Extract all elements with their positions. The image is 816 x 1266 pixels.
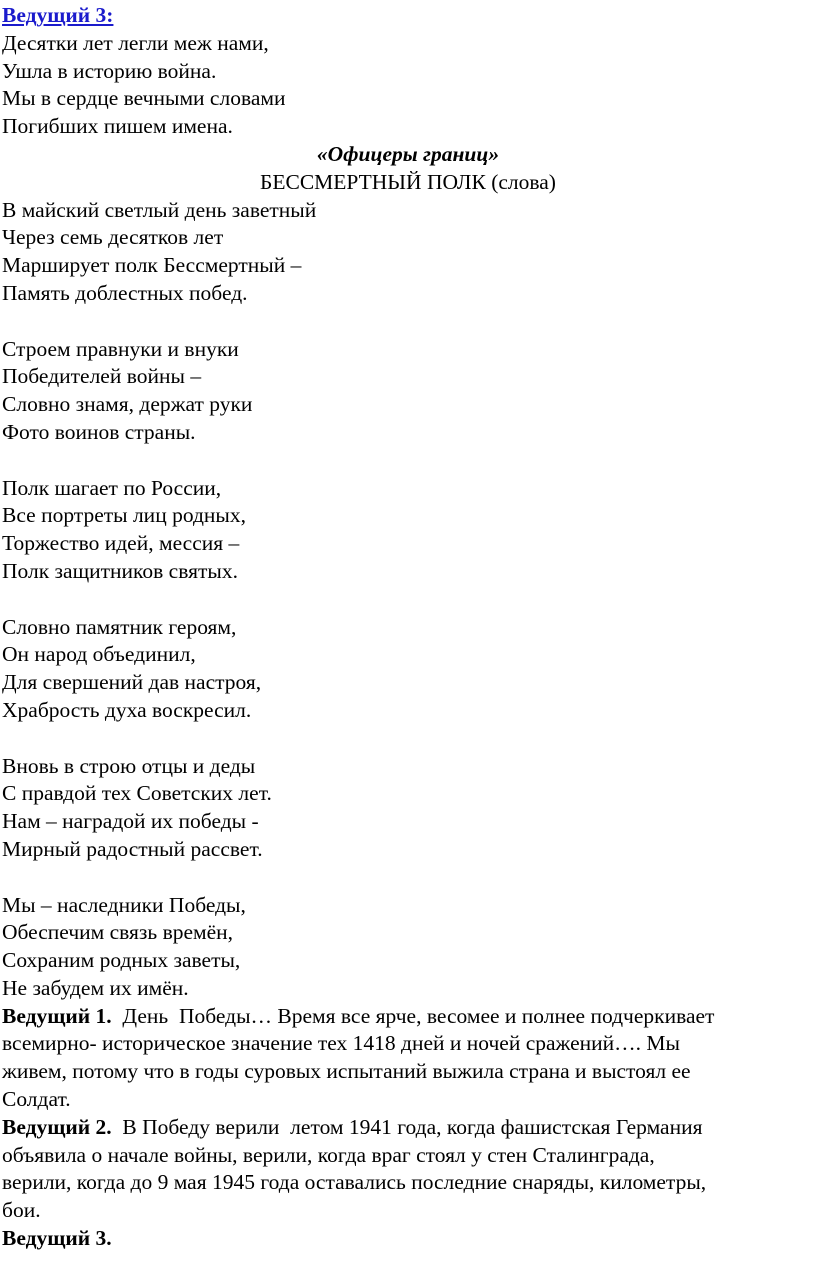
stanza-line: Вновь в строю отцы и деды xyxy=(2,753,256,778)
host-1-paragraph xyxy=(2,1003,814,1114)
stanza-gap xyxy=(2,308,814,336)
paragraph-line: верили, когда до 9 мая 1945 года оставались последние снаряды, километры, xyxy=(2,1170,707,1195)
speaker-label: Ведущий 2. xyxy=(2,1114,112,1139)
stanza-line: Строем правнуки и внуки xyxy=(2,336,239,361)
stanza-line: Он народ объединил, xyxy=(2,642,196,667)
stanza-gap xyxy=(2,447,814,475)
stanza-line: Фото воинов страны. xyxy=(2,419,196,444)
stanza xyxy=(2,475,814,586)
paragraph-text: В Победу верили летом 1941 года, когда фашистская Германия xyxy=(111,1114,703,1139)
paragraph-line: бои. xyxy=(2,1198,41,1223)
stanza-line: Для свершений дав настроя, xyxy=(2,670,262,695)
stanza-line: Победителей войны – xyxy=(2,364,202,389)
speaker-link-host-3[interactable]: Ведущий 3: xyxy=(2,3,114,27)
stanza-gap xyxy=(2,864,814,892)
stanza-line: Не забудем их имён. xyxy=(2,975,189,1000)
stanza xyxy=(2,753,814,864)
stanza-line: Полк шагает по России, xyxy=(2,475,222,500)
stanza-line: Память доблестных побед. xyxy=(2,280,248,305)
speaker-label-host-3-closing: Ведущий 3. xyxy=(2,1226,112,1251)
paragraph-line: живем, потому что в годы суровых испытаний выжила страна и выстоял ее xyxy=(2,1059,691,1084)
paragraph-line: объявила о начале войны, верили, когда враг стоял у стен Сталинграда, xyxy=(2,1142,655,1167)
poem-line: Ушла в историю война. xyxy=(2,58,217,83)
speaker-label: Ведущий 1. xyxy=(2,1003,112,1028)
stanza-line: Полк защитников святых. xyxy=(2,558,238,583)
paragraph-line: Солдат. xyxy=(2,1087,71,1112)
poem-line: Погибших пишем имена. xyxy=(2,114,233,139)
stanza xyxy=(2,892,814,1003)
stanza-line: Обеспечим связь времён, xyxy=(2,920,234,945)
stanza xyxy=(2,336,814,447)
stanza xyxy=(2,197,814,308)
stanza-line: Торжество идей, мессия – xyxy=(2,531,240,556)
host-2-paragraph xyxy=(2,1114,814,1225)
stanza-line: Словно памятник героям, xyxy=(2,614,237,639)
poem-line: Десятки лет легли меж нами, xyxy=(2,30,269,55)
song-performer: «Офицеры границ» xyxy=(316,141,500,166)
stanza-line: Мирный радостный рассвет. xyxy=(2,836,263,861)
stanza xyxy=(2,614,814,725)
paragraph-text: День Победы… Время все ярче, весомее и полнее подчеркивает xyxy=(111,1003,715,1028)
stanza-line: Марширует полк Бессмертный – xyxy=(2,253,302,278)
stanza-line: Сохраним родных заветы, xyxy=(2,948,241,973)
stanza-line: С правдой тех Советских лет. xyxy=(2,781,272,806)
stanza-line: Через семь десятков лет xyxy=(2,225,224,250)
stanza-line: В майский светлый день заветный xyxy=(2,197,317,222)
stanza-line: Словно знамя, держат руки xyxy=(2,392,253,417)
stanza-gap xyxy=(2,725,814,753)
song-title: БЕССМЕРТНЫЙ ПОЛК (слова) xyxy=(260,169,556,194)
stanza-line: Нам – наградой их победы - xyxy=(2,809,259,834)
stanza-gap xyxy=(2,586,814,614)
stanza-line: Все портреты лиц родных, xyxy=(2,503,246,528)
poem-line: Мы в сердце вечными словами xyxy=(2,86,286,111)
intro-block xyxy=(2,2,814,141)
stanza-line: Мы – наследники Победы, xyxy=(2,892,246,917)
stanza-line: Храбрость духа воскресил. xyxy=(2,697,252,722)
paragraph-line: всемирно- историческое значение тех 1418 дней и ночей сражений…. Мы xyxy=(2,1031,680,1056)
